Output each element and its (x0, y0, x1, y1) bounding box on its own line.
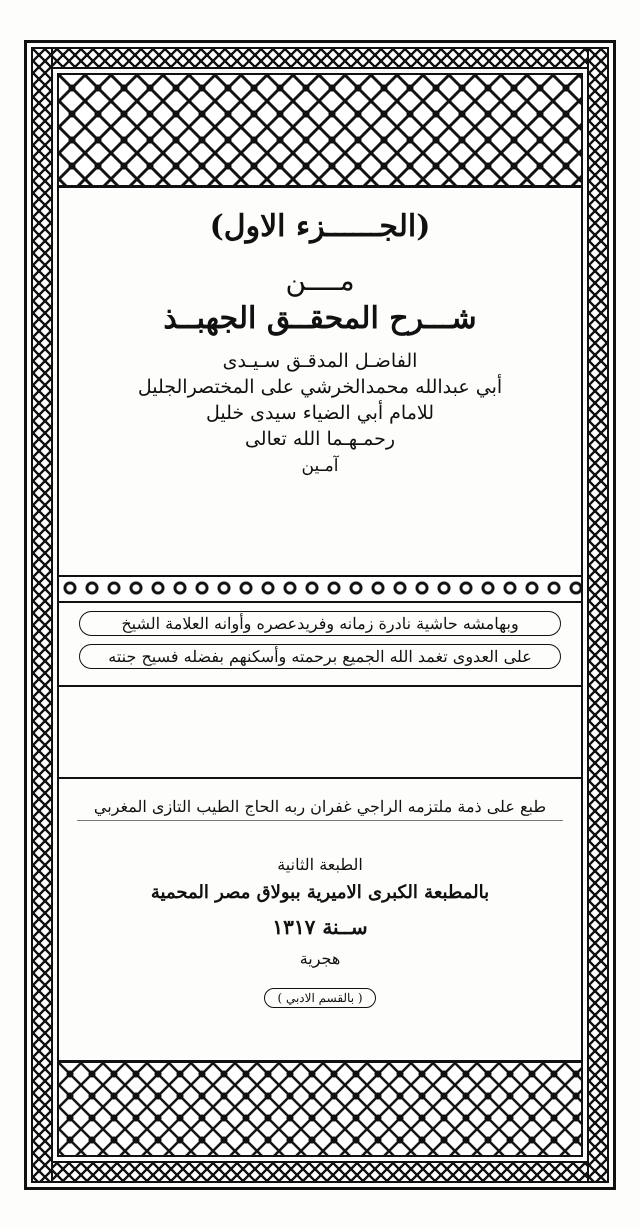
hijri-era: هجرية (299, 949, 341, 968)
sponsor-line: طبع على ذمة ملتزمه الراجي غفران ربه الحاج الطيب التازى المغربي (77, 793, 563, 821)
border-ornament-right (587, 47, 609, 1183)
border-ornament-left (31, 47, 53, 1183)
publication-info (59, 787, 581, 1008)
author-line-2: أبي عبدالله محمدالخرشي على المختصرالجليل (137, 376, 503, 398)
lattice-ornament-bottom (59, 1060, 581, 1155)
lattice-ornament-top (59, 75, 581, 188)
title-block (59, 185, 581, 476)
press-name: بالمطبعة الكبرى الاميرية ببولاق مصر المحمية (150, 882, 490, 903)
section-label: ( بالقسم الادبي ) (264, 988, 375, 1008)
inner-panel (57, 73, 583, 1157)
author-line-3: للامام أبي الضياء سيدى خليل (205, 402, 435, 424)
border-ornament-top (31, 47, 609, 69)
margin-note-line-1: وبهامشه حاشية نادرة زمانه وفريدعصره وأوانه العلامة الشيخ (79, 611, 561, 636)
blank-panel (59, 687, 581, 779)
border-ornament-bottom (31, 1161, 609, 1183)
margin-note-line-2: على العدوى تغمد الله الجميع برحمته وأسكنهم بفضله فسيح جنته (79, 644, 561, 669)
edition-label: الطبعة الثانية (277, 855, 363, 874)
volume-label: (الجــــــزء الاول) (209, 209, 431, 244)
rosette-divider (59, 575, 581, 603)
author-line-1: الفاضـل المدقـق سـيـدى (222, 350, 418, 372)
amin-word: آمـين (301, 456, 339, 476)
outer-frame (24, 40, 616, 1190)
author-line-4: رحمـهـما الله تعالى (244, 428, 396, 450)
from-word: مــــن (285, 264, 355, 297)
book-title: شـــرح المحقــق الجهبــذ (163, 301, 477, 336)
margin-commentary-note (59, 603, 581, 687)
publication-year: ســنة ١٣١٧ (272, 915, 368, 939)
